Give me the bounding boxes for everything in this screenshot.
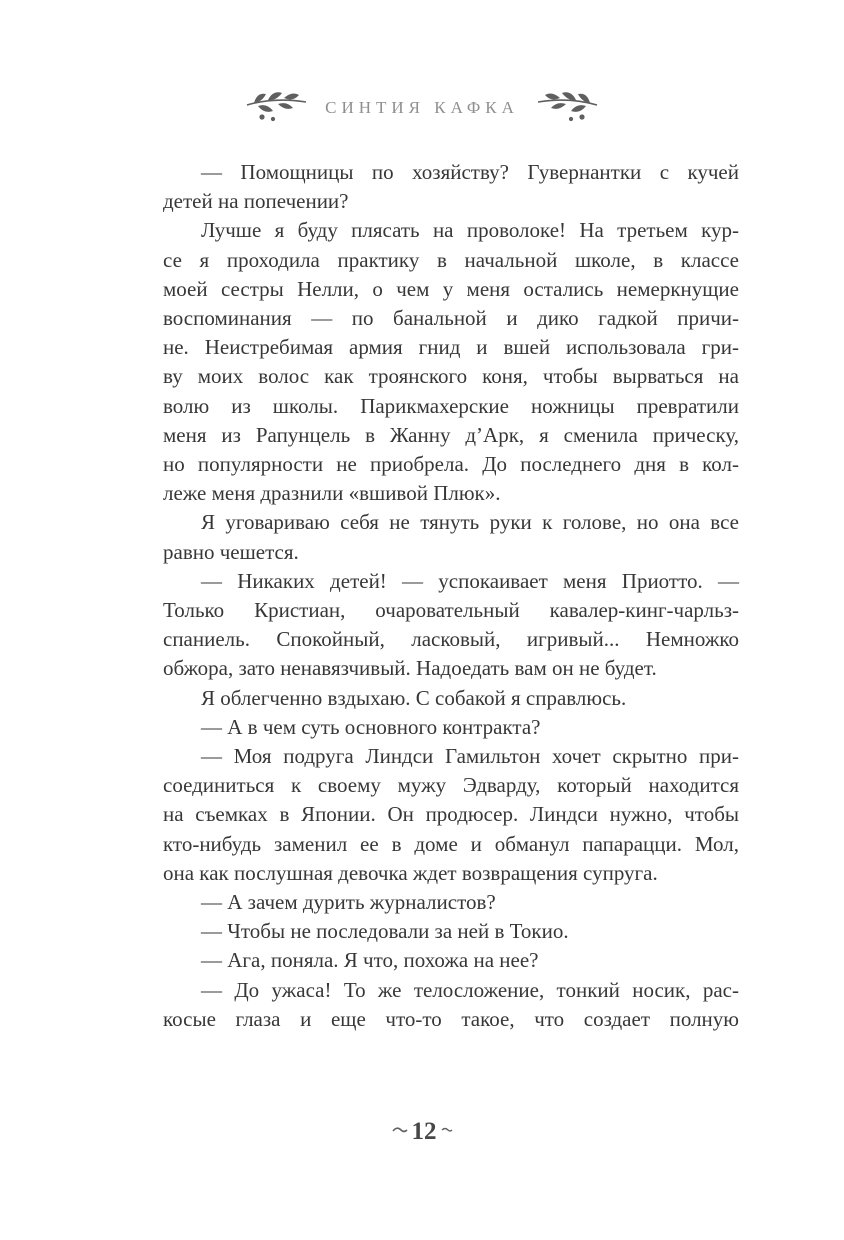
running-head: [0, 88, 844, 127]
text-block: [163, 158, 739, 1034]
paragraph: [163, 946, 739, 975]
text-line: — А в чем суть основного контракта?: [201, 714, 541, 739]
page-footer: [0, 1118, 844, 1146]
paragraph: [163, 888, 739, 917]
text-line: кто-нибудь заменил ее в доме и обманул папарацци. Мол,: [163, 831, 739, 856]
text-line: не. Неистребимая армия гнид и вшей использовала гри-: [163, 335, 739, 360]
paragraph: [163, 917, 739, 946]
flourish-right-icon: [441, 1123, 453, 1141]
text-line: меня из Рапунцель в Жанну д’Арк, я сменила прическу,: [163, 422, 739, 447]
flourish-left-icon: [392, 1123, 408, 1141]
text-line: косые глаза и еще что-то такое, что создает полную: [163, 1006, 739, 1031]
text-line: Я облегченно вздыхаю. С собакой я справлюсь.: [201, 685, 627, 710]
text-line: обжора, зато ненавязчивый. Надоедать вам он не будет.: [163, 656, 657, 681]
text-line: волю из школы. Парикмахерские ножницы превратили: [163, 393, 739, 418]
paragraph: [163, 684, 739, 713]
text-line: детей на попечении?: [163, 189, 349, 214]
text-line: — Моя подруга Линдси Гамильтон хочет скрытно при-: [201, 744, 739, 769]
paragraph: [163, 742, 739, 888]
text-line: — Ага, поняла. Я что, похожа на нее?: [201, 948, 539, 973]
leaf-sprig-mirrored-icon: [535, 88, 599, 127]
text-line: Лучше я буду плясать на проволоке! На третьем кур-: [201, 218, 739, 243]
text-line: — А зачем дурить журналистов?: [201, 890, 496, 915]
text-line: она как послушная девочка ждет возвращения супруга.: [163, 860, 658, 885]
text-line: воспоминания — по банальной и дико гадкой причи-: [163, 306, 739, 331]
leaf-sprig-icon: [245, 88, 309, 127]
text-line: моей сестры Нелли, о чем у меня остались немеркнущие: [163, 276, 739, 301]
text-line: на съемках в Японии. Он продюсер. Линдси нужно, чтобы: [163, 802, 739, 827]
text-line: Я уговариваю себя не тянуть руки к голове, но она все: [201, 510, 739, 535]
text-line: Только Кристиан, очаровательный кавалер-кинг-чарльз-: [163, 598, 739, 623]
text-line: леже меня дразнили «вшивой Плюк».: [163, 481, 501, 506]
text-line: се я проходила практику в начальной школе, в классе: [163, 247, 739, 272]
page-number: 12: [411, 1118, 437, 1145]
paragraph: [163, 976, 739, 1034]
paragraph: [163, 158, 739, 216]
text-line: спаниель. Спокойный, ласковый, игривый... Немножко: [163, 627, 739, 652]
paragraph: [163, 713, 739, 742]
text-line: — До ужаса! То же телосложение, тонкий носик, рас-: [201, 977, 739, 1002]
text-line: но популярности не приобрела. До последнего дня в кол-: [163, 452, 739, 477]
text-line: — Помощницы по хозяйству? Гувернантки с кучей: [201, 160, 739, 184]
paragraph: [163, 216, 739, 508]
paragraph: [163, 508, 739, 566]
paragraph: [163, 567, 739, 684]
text-line: — Чтобы не последовали за ней в Токио.: [201, 919, 569, 944]
text-line: соединиться к своему мужу Эдварду, который находится: [163, 773, 739, 798]
text-line: — Никаких детей! — успокаивает меня Приотто. —: [201, 568, 739, 593]
text-line: равно чешется.: [163, 539, 299, 564]
author-name: СИНТИЯ КАФКА: [325, 97, 519, 117]
text-line: ву моих волос как троянского коня, чтобы вырваться на: [163, 364, 739, 389]
